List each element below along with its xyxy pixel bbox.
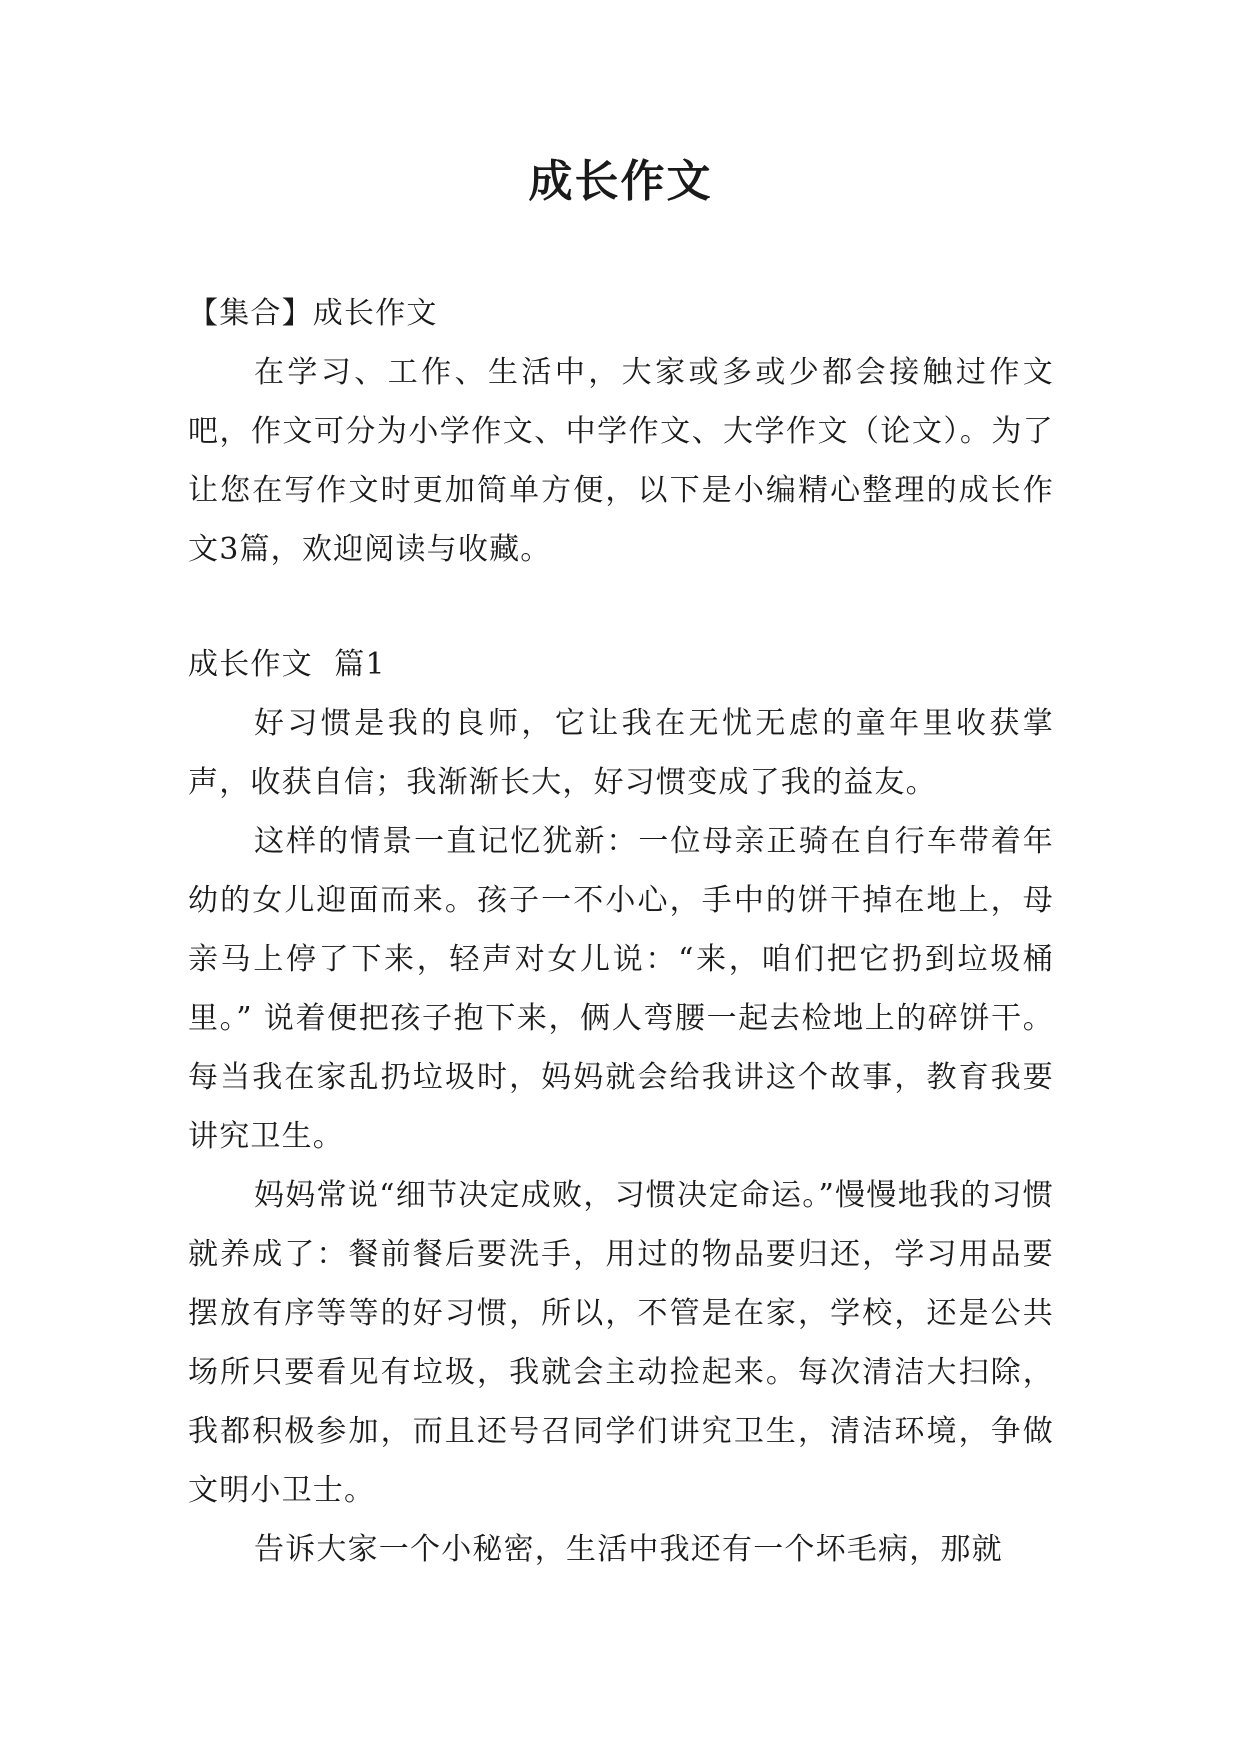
section-heading: 成长作文 篇1	[188, 647, 386, 682]
intro-block	[188, 284, 1054, 579]
essay-block	[188, 635, 1054, 1579]
essay-paragraph: 好习惯是我的良师，它让我在无忧无虑的童年里收获掌声，收获自信；我渐渐长大，好习惯变成了我的益友。	[188, 706, 1054, 800]
essay-paragraph: 妈妈常说“细节决定成败，习惯决定命运。”慢慢地我的习惯就养成了：餐前餐后要洗手，用过的物品要归还，学习用品要摆放有序等等的好习惯，所以，不管是在家，学校，还是公共场所只要看见有垃圾，我就会主动捡起来。每次清洁大扫除，我都积极参加，而且还号召同学们讲究卫生，清洁环境，争做文明小卫士。	[188, 1178, 1054, 1508]
document-title: 成长作文	[528, 156, 713, 207]
essay-paragraph: 这样的情景一直记忆犹新：一位母亲正骑在自行车带着年幼的女儿迎面而来。孩子一不小心，手中的饼干掉在地上，母亲马上停了下来，轻声对女儿说：“来，咱们把它扔到垃圾桶里。” 说着便把孩子抱下来，俩人弯腰一起去检地上的碎饼干。每当我在家乱扔垃圾时，妈妈就会给我讲这个故事，教育我要讲究卫生。	[188, 824, 1054, 1154]
intro-paragraph: 在学习、工作、生活中，大家或多或少都会接触过作文吧，作文可分为小学作文、中学作文、大学作文（论文）。为了让您在写作文时更加简单方便，以下是小编精心整理的成长作文3篇，欢迎阅读与收藏。	[188, 355, 1054, 567]
intro-heading: 【集合】成长作文	[188, 296, 438, 331]
essay-paragraph: 告诉大家一个小秘密，生活中我还有一个坏毛病，那就	[254, 1532, 1003, 1567]
